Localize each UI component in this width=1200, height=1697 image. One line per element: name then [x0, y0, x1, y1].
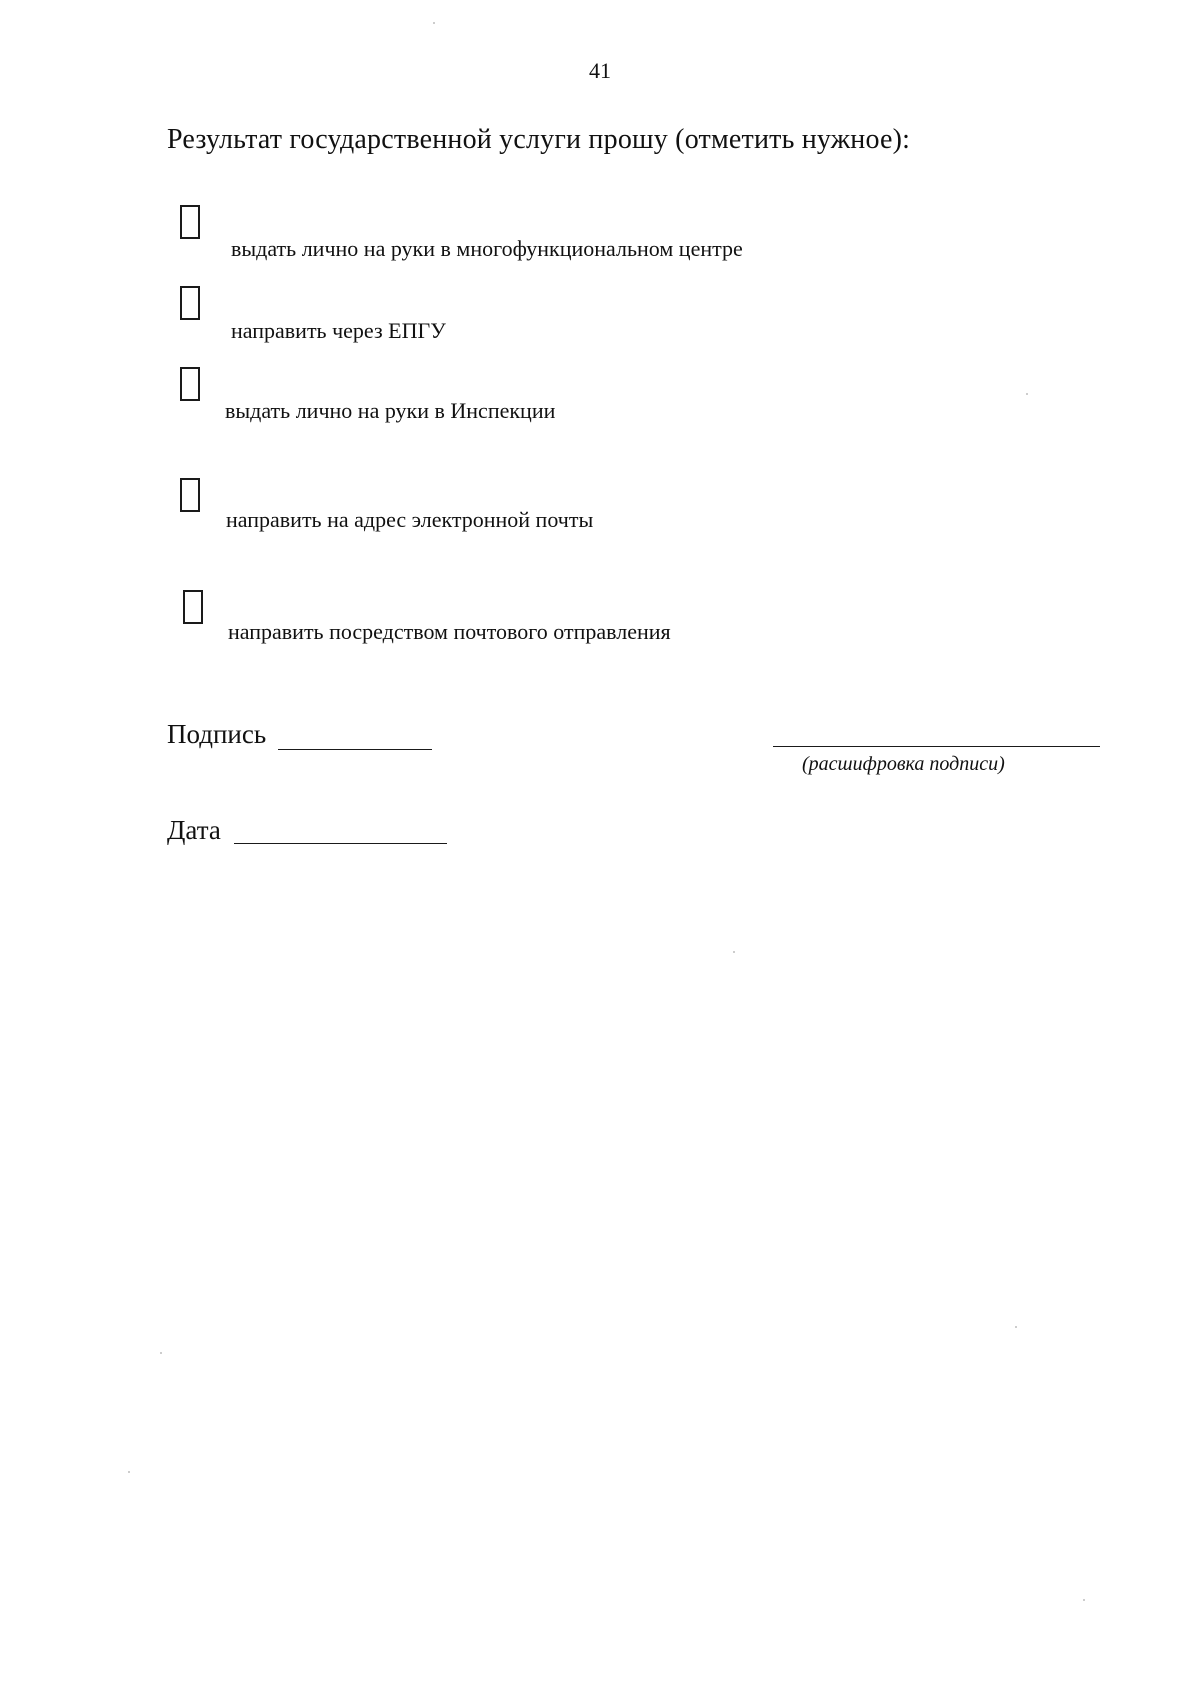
date-field[interactable] [234, 843, 447, 844]
request-heading: Результат государственной услуги прошу (отметить нужное): [167, 124, 911, 155]
scan-speck [128, 1471, 130, 1473]
signature-decode-caption: (расшифровка подписи) [802, 753, 1005, 775]
checkbox-email[interactable] [180, 478, 200, 512]
option-label-email: направить на адрес электронной почты [226, 507, 594, 532]
scan-speck [433, 22, 435, 24]
scan-speck [1083, 1599, 1085, 1601]
scan-speck [733, 951, 735, 953]
signature-label: Подпись [167, 719, 267, 749]
scan-speck [1015, 1326, 1017, 1328]
scan-speck [160, 1352, 162, 1354]
option-label-mfc: выдать лично на руки в многофункциональном центре [231, 236, 743, 261]
signature-field[interactable] [278, 749, 432, 750]
page-number: 41 [589, 58, 611, 83]
scan-speck [1026, 393, 1028, 395]
option-label-epgu: направить через ЕПГУ [231, 318, 446, 343]
checkbox-epgu[interactable] [180, 286, 200, 320]
checkbox-post[interactable] [183, 590, 203, 624]
date-label: Дата [167, 815, 221, 845]
option-label-post: направить посредством почтового отправления [228, 619, 671, 644]
signature-decode-field[interactable] [773, 746, 1100, 747]
checkbox-inspection[interactable] [180, 367, 200, 401]
option-label-inspection: выдать лично на руки в Инспекции [225, 398, 556, 423]
checkbox-mfc[interactable] [180, 205, 200, 239]
